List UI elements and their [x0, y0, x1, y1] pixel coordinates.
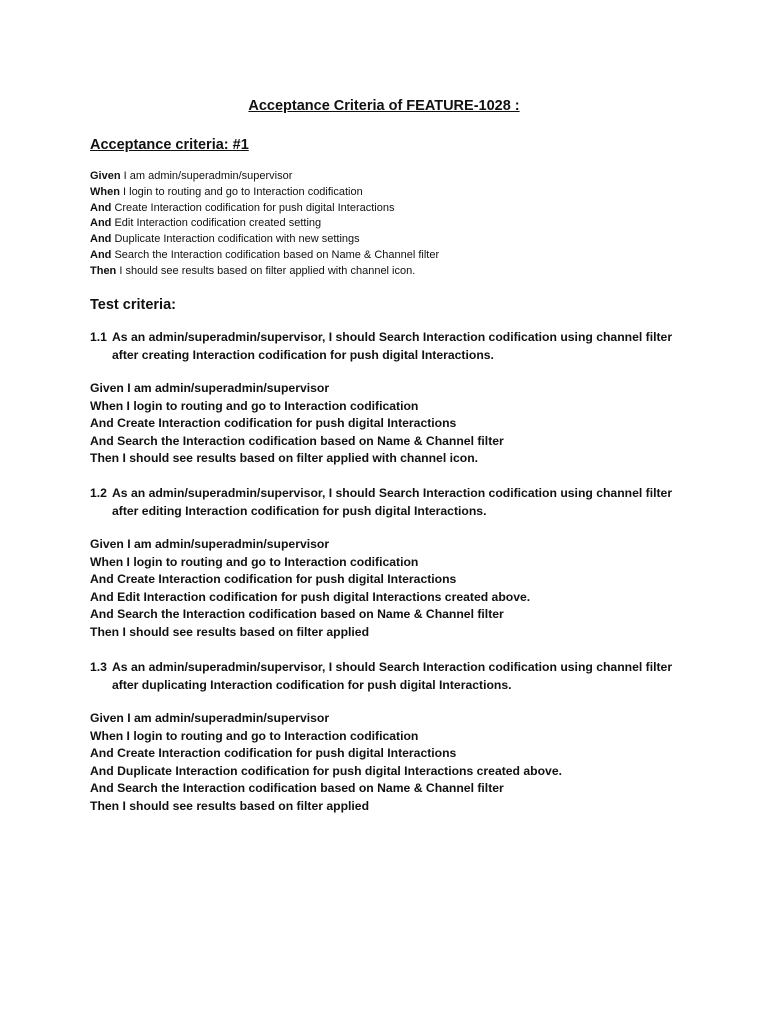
test-case-heading-line: As an admin/superadmin/supervisor, I should Search Interaction codification using channel filter	[112, 486, 673, 500]
test-step: When I login to routing and go to Interaction codification	[90, 554, 419, 569]
test-case-1-1	[90, 329, 690, 468]
test-criteria-heading: Test criteria:	[90, 297, 176, 313]
acceptance-line	[90, 185, 710, 201]
step-keyword: When	[90, 185, 120, 198]
test-step: And Search the Interaction codification based on Name & Channel filter	[90, 433, 504, 448]
acceptance-line	[90, 264, 710, 280]
test-step: When I login to routing and go to Interaction codification	[90, 728, 419, 743]
step-keyword: And	[90, 233, 112, 246]
test-step: And Create Interaction codification for push digital Interactions	[90, 416, 457, 430]
test-case-heading	[90, 659, 690, 694]
step-keyword: Given	[90, 170, 121, 182]
step-keyword: And	[90, 248, 112, 261]
test-case-steps	[90, 380, 690, 468]
test-case-1-2	[90, 485, 690, 641]
step-keyword: And	[90, 217, 112, 230]
step-keyword: And	[90, 201, 112, 214]
test-case-heading-line: after editing Interaction codification for push digital Interactions.	[112, 503, 487, 518]
test-case-1-3	[90, 659, 690, 815]
test-step: Then I should see results based on filter applied	[90, 624, 370, 639]
test-step: Then I should see results based on filter applied	[90, 798, 370, 813]
acceptance-line	[90, 216, 710, 232]
step-text: Duplicate Interaction codification with new settings	[111, 233, 360, 246]
step-keyword: Then	[90, 264, 117, 277]
step-text: I should see results based on filter applied with channel icon.	[116, 264, 416, 277]
acceptance-line	[90, 232, 710, 248]
acceptance-line	[90, 169, 710, 185]
test-case-steps	[90, 536, 690, 641]
test-step: And Search the Interaction codification based on Name & Channel filter	[90, 781, 504, 795]
test-case-heading-line: As an admin/superadmin/supervisor, I should Search Interaction codification using channel filter	[112, 330, 673, 344]
test-step: And Edit Interaction codification for push digital Interactions created above.	[90, 589, 531, 604]
test-step: When I login to routing and go to Interaction codification	[90, 398, 419, 413]
acceptance-line	[90, 201, 710, 217]
test-step: Given I am admin/superadmin/supervisor	[90, 537, 330, 551]
test-case-heading-line: As an admin/superadmin/supervisor, I should Search Interaction codification using channel filter	[112, 660, 673, 674]
test-step: And Create Interaction codification for push digital Interactions	[90, 746, 457, 760]
test-case-steps	[90, 710, 690, 815]
test-case-number: 1.3	[90, 660, 107, 674]
test-case-number: 1.1	[90, 330, 107, 344]
test-step: And Search the Interaction codification based on Name & Channel filter	[90, 607, 504, 621]
step-text: Create Interaction codification for push digital Interactions	[111, 201, 395, 214]
test-case-heading-line: after duplicating Interaction codification for push digital Interactions.	[112, 677, 512, 692]
test-case-number: 1.2	[90, 486, 107, 500]
test-case-heading	[90, 485, 690, 520]
test-step: Given I am admin/superadmin/supervisor	[90, 711, 330, 725]
acceptance-criteria-list	[90, 169, 710, 280]
test-case-heading-line: after creating Interaction codification for push digital Interactions.	[112, 347, 494, 362]
acceptance-line	[90, 248, 710, 264]
test-step: Then I should see results based on filter applied with channel icon.	[90, 451, 479, 465]
document-title: Acceptance Criteria of FEATURE-1028 :	[248, 98, 520, 114]
test-case-heading	[90, 329, 690, 364]
test-step: And Create Interaction codification for push digital Interactions	[90, 572, 457, 586]
step-text: Search the Interaction codification based on Name & Channel filter	[111, 248, 440, 261]
step-text: I am admin/superadmin/supervisor	[120, 170, 293, 182]
acceptance-criteria-heading: Acceptance criteria: #1	[90, 137, 249, 153]
test-step: Given I am admin/superadmin/supervisor	[90, 381, 330, 395]
step-text: Edit Interaction codification created setting	[111, 217, 322, 230]
test-step: And Duplicate Interaction codification for push digital Interactions created above.	[90, 763, 562, 778]
step-text: I login to routing and go to Interaction codification	[119, 185, 363, 198]
